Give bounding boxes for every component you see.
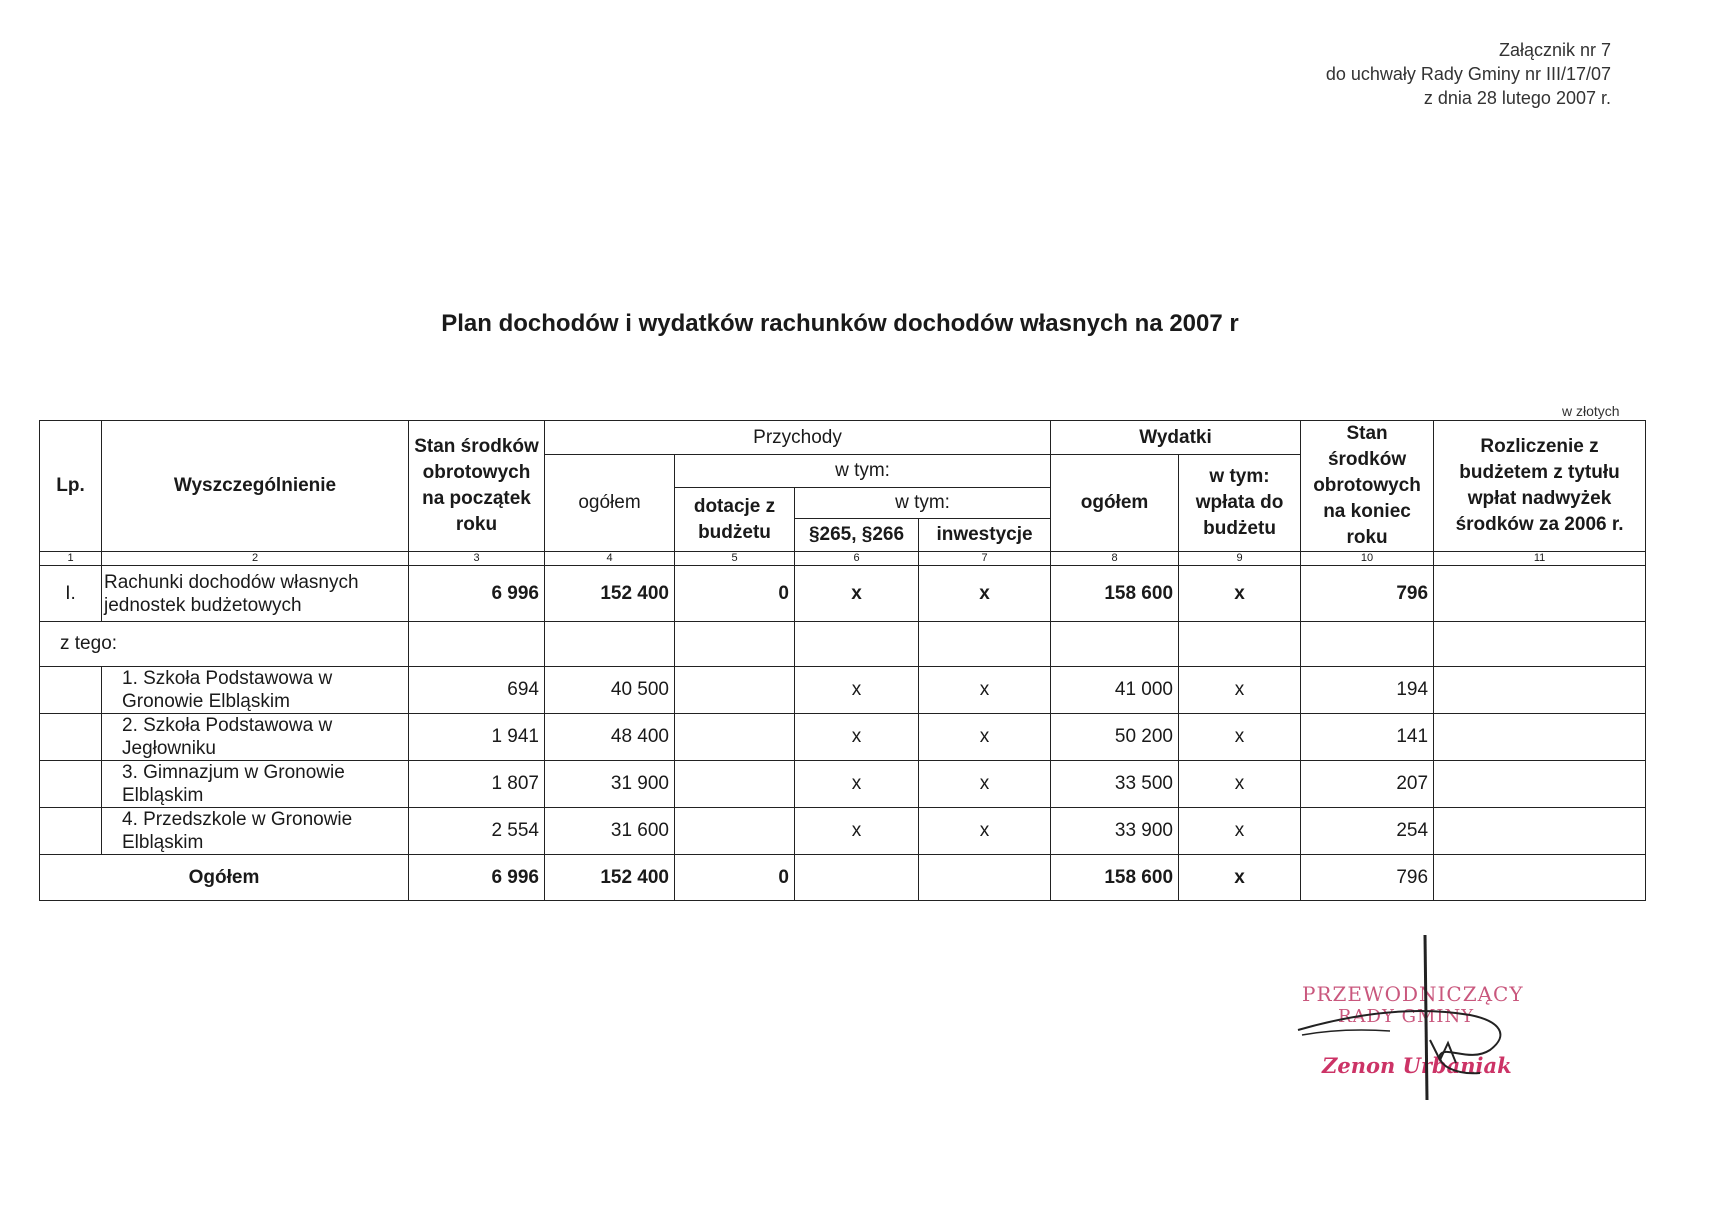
cell-stan-koniec: 796 xyxy=(1301,855,1434,901)
cell-lp: I. xyxy=(40,566,102,622)
table-row xyxy=(40,714,1646,761)
cell-rozliczenie xyxy=(1434,566,1646,622)
cell-inwestycje: x xyxy=(919,714,1051,761)
table-row-total xyxy=(40,855,1646,901)
header-wydatki: Wydatki xyxy=(1051,421,1301,455)
colnum: 4 xyxy=(545,552,675,566)
cell-par265: x xyxy=(795,761,919,808)
header-wplata: w tym: wpłata do budżetu xyxy=(1179,455,1301,552)
cell-stan-poczatek: 1 807 xyxy=(409,761,545,808)
cell-ogolem: 152 400 xyxy=(545,566,675,622)
colnum: 9 xyxy=(1179,552,1301,566)
header-par265: §265, §266 xyxy=(795,519,919,552)
header-wyszczegolnienie: Wyszczególnienie xyxy=(102,421,409,552)
header-rozliczenie: Rozliczenie z budżetem z tytułu wpłat nadwyżek środków za 2006 r. xyxy=(1434,421,1646,552)
cell-inwestycje: x xyxy=(919,566,1051,622)
cell-wydatki: 41 000 xyxy=(1051,667,1179,714)
header-ogolem: ogółem xyxy=(545,455,675,552)
cell-rozliczenie xyxy=(1434,808,1646,855)
attachment-line-1: Załącznik nr 7 xyxy=(1498,40,1611,60)
cell-z-tego: z tego: xyxy=(40,622,409,667)
cell-name: 3. Gimnazjum w Gronowie Elbląskim xyxy=(102,761,409,808)
colnum: 10 xyxy=(1301,552,1434,566)
cell-par265: x xyxy=(795,667,919,714)
colnum: 6 xyxy=(795,552,919,566)
cell-name: Rachunki dochodów własnych jednostek budżetowych xyxy=(102,566,409,622)
cell-wplata: x xyxy=(1179,808,1301,855)
cell-rozliczenie xyxy=(1434,714,1646,761)
cell-dotacje xyxy=(675,761,795,808)
cell-ogolem: 48 400 xyxy=(545,714,675,761)
table-row xyxy=(40,761,1646,808)
cell-name: 1. Szkoła Podstawowa w Gronowie Elbląskim xyxy=(102,667,409,714)
cell-inwestycje xyxy=(919,855,1051,901)
cell-stan-koniec: 207 xyxy=(1301,761,1434,808)
colnum: 5 xyxy=(675,552,795,566)
cell-par265: x xyxy=(795,566,919,622)
cell-stan-poczatek: 1 941 xyxy=(409,714,545,761)
cell-wydatki: 158 600 xyxy=(1051,566,1179,622)
cell-wydatki: 33 900 xyxy=(1051,808,1179,855)
table-row xyxy=(40,667,1646,714)
header-wydatki-ogolem: ogółem xyxy=(1051,455,1179,552)
attachment-line-2: do uchwały Rady Gminy nr III/17/07 xyxy=(1325,64,1611,84)
header-stan-koniec: Stan środków obrotowych na koniec roku xyxy=(1301,421,1434,552)
document-title: Plan dochodów i wydatków rachunków dochodów własnych na 2007 r xyxy=(441,310,1239,337)
header-stan-poczatek: Stan środków obrotowych na początek roku xyxy=(409,421,545,552)
cell-inwestycje: x xyxy=(919,808,1051,855)
cell-wydatki: 158 600 xyxy=(1051,855,1179,901)
colnum: 3 xyxy=(409,552,545,566)
cell-par265: x xyxy=(795,714,919,761)
header-lp: Lp. xyxy=(40,421,102,552)
stamp-subtitle: RADY GMINY xyxy=(1338,1006,1475,1027)
cell-dotacje xyxy=(675,808,795,855)
colnum: 1 xyxy=(40,552,102,566)
cell-dotacje: 0 xyxy=(675,566,795,622)
stamp-name: Zenon Urbaniak xyxy=(1322,1053,1512,1078)
cell-par265: x xyxy=(795,808,919,855)
header-dotacje: dotacje z budżetu xyxy=(675,488,795,552)
cell-ogolem: 31 900 xyxy=(545,761,675,808)
cell-dotacje: 0 xyxy=(675,855,795,901)
cell-wydatki: 33 500 xyxy=(1051,761,1179,808)
attachment-note xyxy=(1111,38,1611,110)
cell-total-label: Ogółem xyxy=(40,855,409,901)
attachment-line-3: z dnia 28 lutego 2007 r. xyxy=(1423,88,1611,108)
budget-table xyxy=(39,420,1646,901)
cell-stan-poczatek: 2 554 xyxy=(409,808,545,855)
table-row xyxy=(40,808,1646,855)
colnum: 7 xyxy=(919,552,1051,566)
header-inwestycje: inwestycje xyxy=(919,519,1051,552)
stamp-title: PRZEWODNICZĄCY xyxy=(1302,982,1524,1006)
cell-wplata: x xyxy=(1179,667,1301,714)
cell-par265 xyxy=(795,855,919,901)
cell-stan-poczatek: 694 xyxy=(409,667,545,714)
cell-stan-koniec: 254 xyxy=(1301,808,1434,855)
cell-stan-koniec: 141 xyxy=(1301,714,1434,761)
cell-wplata: x xyxy=(1179,761,1301,808)
cell-stan-poczatek: 6 996 xyxy=(409,566,545,622)
cell-rozliczenie xyxy=(1434,855,1646,901)
cell-wplata: x xyxy=(1179,566,1301,622)
cell-inwestycje: x xyxy=(919,761,1051,808)
cell-wplata: x xyxy=(1179,714,1301,761)
cell-stan-koniec: 796 xyxy=(1301,566,1434,622)
table-row-main xyxy=(40,566,1646,622)
cell-rozliczenie xyxy=(1434,667,1646,714)
cell-stan-poczatek: 6 996 xyxy=(409,855,545,901)
colnum: 11 xyxy=(1434,552,1646,566)
unit-label: w złotych xyxy=(1562,403,1620,419)
cell-dotacje xyxy=(675,714,795,761)
cell-wydatki: 50 200 xyxy=(1051,714,1179,761)
column-numbers-row xyxy=(40,552,1646,566)
header-w-tym: w tym: xyxy=(675,455,1051,488)
cell-name: 2. Szkoła Podstawowa w Jegłowniku xyxy=(102,714,409,761)
cell-ogolem: 152 400 xyxy=(545,855,675,901)
table-row-z-tego xyxy=(40,622,1646,667)
header-przychody: Przychody xyxy=(545,421,1051,455)
cell-ogolem: 40 500 xyxy=(545,667,675,714)
cell-wplata: x xyxy=(1179,855,1301,901)
cell-stan-koniec: 194 xyxy=(1301,667,1434,714)
cell-name: 4. Przedszkole w Gronowie Elbląskim xyxy=(102,808,409,855)
cell-ogolem: 31 600 xyxy=(545,808,675,855)
signature-icon xyxy=(1290,935,1550,1105)
header-w-tym-inner: w tym: xyxy=(795,488,1051,519)
colnum: 2 xyxy=(102,552,409,566)
colnum: 8 xyxy=(1051,552,1179,566)
cell-dotacje xyxy=(675,667,795,714)
cell-rozliczenie xyxy=(1434,761,1646,808)
cell-inwestycje: x xyxy=(919,667,1051,714)
